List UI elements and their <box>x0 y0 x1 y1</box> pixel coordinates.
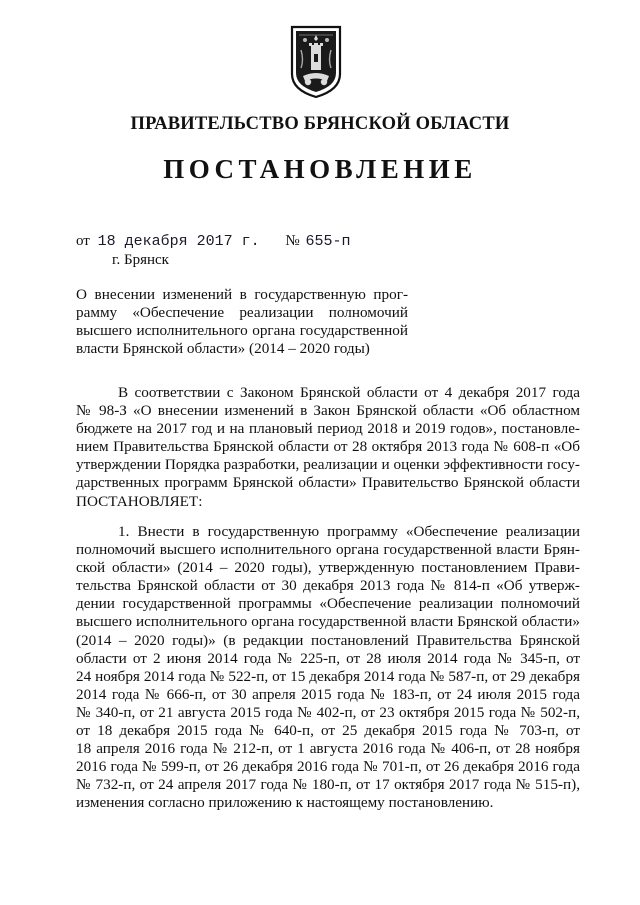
government-title: ПРАВИТЕЛЬСТВО БРЯНСКОЙ ОБЛАСТИ <box>130 114 510 134</box>
item-1-line: 2016 года № 599-п, от 26 декабря 2016 года № 701-п, от 26 декабря 2016 года <box>76 758 580 776</box>
item-1-line: 18 апреля 2016 года № 212-п, от 1 августа 2016 года № 406-п, от 28 ноября <box>76 740 580 758</box>
item-1-line: 24 ноября 2014 года № 522-п, от 15 декабря 2014 года № 587-п, от 29 декабря <box>76 667 580 685</box>
item-1-line: области от 2 июня 2014 года № 225-п, от 28 июля 2014 года № 345-п, от <box>76 649 580 667</box>
item-1-paragraph <box>76 523 580 813</box>
item-1-line: № 732-п, от 24 апреля 2017 года № 180-п, от 17 октября 2017 года № 515-п), <box>76 776 580 794</box>
decree-number: 655-п <box>305 233 351 250</box>
item-1-line: № 340-п, от 21 августа 2015 года № 402-п, от 23 октября 2015 года № 502-п, <box>76 703 580 721</box>
item-1-line: 2014 года № 666-п, от 30 апреля 2015 года № 183-п, от 24 июля 2015 года <box>76 685 580 703</box>
decree-subject <box>76 286 408 358</box>
subject-line: О внесении изменений в государственную прог- <box>76 286 408 303</box>
preamble-line: дарственных программ Брянской области» Правительство Брянской области <box>76 474 580 492</box>
subject-line: власти Брянской области» (2014 – 2020 годы) <box>76 340 370 357</box>
item-1-line: дении государственной программы «Обеспечение реализации полномочий <box>76 595 580 613</box>
item-1-line: (2014 – 2020 годы)» (в редакции постановлений Правительства Брянской <box>76 631 580 649</box>
item-1-line: ской области» (2014 – 2020 годы), утвержденную постановлением Прави- <box>76 559 580 577</box>
subject-line: высшего исполнительного органа государственной <box>76 322 408 339</box>
document-type-title: ПОСТАНОВЛЕНИЕ <box>163 154 477 184</box>
preamble-line: № 98-З «О внесении изменений в Закон Брянской области «Об областном <box>76 402 580 420</box>
item-1-line: изменения согласно приложению к настоящему постановлению. <box>76 794 494 812</box>
item-1-line: высшего исполнительного органа государственной власти Брянской области» <box>76 613 580 631</box>
decree-date: 18 декабря 2017 г. <box>97 233 260 250</box>
subject-line: рамму «Обеспечение реализации полномочий <box>76 304 408 321</box>
item-1-line: 1. Внести в государственную программу «Обеспечение реализации <box>118 523 580 540</box>
city-line: г. Брянск <box>112 252 169 268</box>
preamble-line: В соответствии с Законом Брянской области от 4 декабря 2017 года <box>118 384 580 401</box>
bryansk-coat-of-arms-icon <box>289 24 343 100</box>
preamble-line: бюджете на 2017 год и на плановый период 2018 и 2019 годов», постановле- <box>76 420 580 438</box>
preamble-line: утверждении Порядка разработки, реализации и оценки эффективности госу- <box>76 456 580 474</box>
preamble-paragraph <box>76 384 580 511</box>
number-sign: № <box>285 233 300 249</box>
item-1-line: полномочий высшего исполнительного органа государственной власти Брян- <box>76 541 580 559</box>
item-1-line: от 18 декабря 2015 года № 640-п, от 25 декабря 2015 года № 703-п, от <box>76 722 580 740</box>
preamble-line: нием Правительства Брянской области от 28 октября 2013 года № 608-п «Об <box>76 438 580 456</box>
preamble-resolves-line: ПОСТАНОВЛЯЕТ: <box>76 492 203 510</box>
from-prefix: от <box>76 233 90 249</box>
date-number-line <box>76 233 350 250</box>
item-1-line: тельства Брянской области от 30 декабря 2013 года № 814-п «Об утверж- <box>76 577 580 595</box>
